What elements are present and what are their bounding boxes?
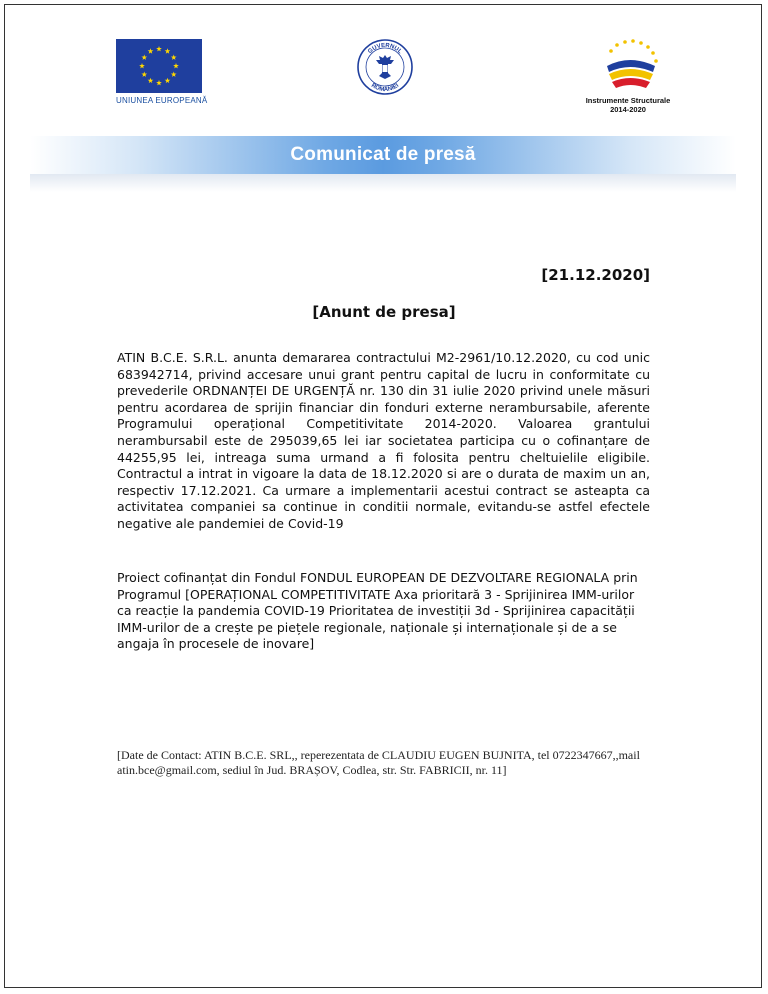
cofinancing-paragraph: Proiect cofinanțat din Fondul FONDUL EUROPEAN DE DEZVOLTARE REGIONALA prin Programul [OPERAȚIONAL COMPETITIVITATE Axa prioritară 3 - Sprijinirea IMM-urilor ca reacție la pandemia COVID-19 Prioritatea de investiții 3d - Sprijinirea capacității IMM-urilor de a crește pe piețele regionale, naționale și internaționale și de a se angaja în procesele de inovare]	[117, 570, 638, 652]
press-release-banner	[30, 136, 736, 174]
eu-logo-label: UNIUNEA EUROPEANĂ	[116, 96, 208, 105]
contract-paragraph: ATIN B.C.E. S.R.L. anunta demararea contractului M2-2961/10.12.2020, cu cod unic 683942714, privind accesare unui grant pentru capital de lucru in conformitate cu prevederile ORDNANȚEI DE URGENȚĂ nr. 130 din 31 iulie 2020 privind unele măsuri pentru acordarea de sprijin financiar din fonduri externe nerambursabile, aferente Programului operațional Competitivitate 2014-2020. Valoarea grantului nerambursabil este de 295039,65 lei iar societatea participa cu o cofinanțare de 44255,95 lei, intreaga suma urmand a fi folosita pentru cheltuielile eligibile. Contractul a intrat in vigoare la data de 18.12.2020 si are o durata de maxim un an, respectiv 17.12.2021. Ca urmare a implementarii acestui contract se asteapta ca activitatea companiei sa continue in conditii normale, evitandu-se astfel efectele negative ale pandemiei de Covid-19	[117, 350, 650, 531]
is-logo-label-line1: Instrumente Structurale	[585, 96, 671, 105]
banner-shadow	[30, 174, 736, 192]
contact-line-2: atin.bce@gmail.com, sediul în Jud. BRAȘOV, Codlea, str. Str. FABRICII, nr. 11]	[117, 763, 507, 777]
banner-title: Comunicat de presă	[290, 144, 476, 165]
announcement-heading: [Anunt de presa]	[312, 303, 456, 321]
contact-details	[117, 748, 677, 778]
eu-flag-icon	[116, 39, 202, 93]
svg-text:GUVERNUL: GUVERNUL	[367, 42, 403, 56]
structural-instruments-graphic-icon	[595, 36, 665, 96]
instrumente-structurale-logo	[583, 36, 673, 114]
government-seal-icon	[357, 39, 413, 95]
release-date: [21.12.2020]	[541, 266, 650, 284]
is-logo-label-line2: 2014-2020	[610, 105, 646, 114]
contact-line-1: [Date de Contact: ATIN B.C.E. SRL,, reperezentata de CLAUDIU EUGEN BUJNITA, tel 0722347667,,mail	[117, 748, 640, 762]
svg-text:ROMÂNIEI: ROMÂNIEI	[369, 82, 401, 94]
eu-logo	[116, 39, 208, 105]
